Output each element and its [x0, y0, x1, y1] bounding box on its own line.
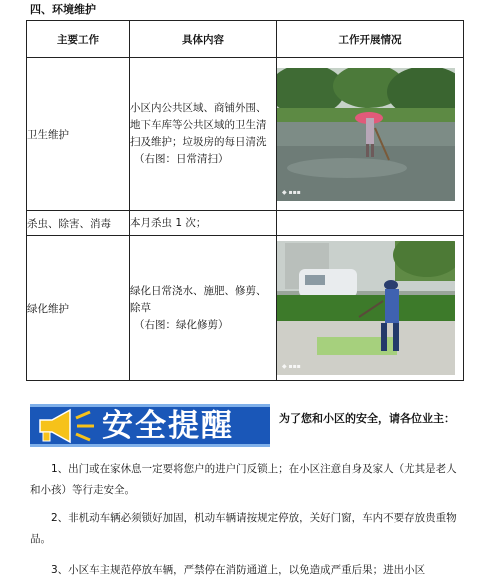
row-content — [130, 58, 277, 211]
photo-watermark-icon: ◆ ▪▪▪ — [282, 188, 301, 196]
safety-intro: 为了您和小区的安全，请各位业主： — [279, 412, 455, 425]
photo-cell — [277, 211, 464, 236]
header-content: 具体内容 — [130, 21, 277, 58]
section-title: 四、环境维护 — [30, 3, 96, 16]
photo-cell — [277, 236, 464, 381]
photo-caption: （右图：日常清扫） — [134, 153, 229, 165]
row-name: 卫生维护 — [27, 58, 130, 211]
table-header-row — [27, 21, 464, 58]
banner-title: 安全提醒 — [102, 408, 234, 444]
photo-cell — [277, 58, 464, 211]
table-row — [27, 58, 464, 211]
content-text: 小区内公共区域、商铺外围、地下车库等公共区域的卫生清扫及维护；垃圾房的每日清洗 — [130, 102, 267, 148]
header-main-work: 主要工作 — [27, 21, 130, 58]
safety-item-3: 3、小区车主规范停放车辆，严禁停在消防通道上，以免造成严重后果；进出小区 — [51, 564, 426, 576]
pruning-photo — [277, 241, 455, 375]
row-content: 本月杀虫 1 次； — [130, 211, 277, 236]
environment-table — [26, 20, 464, 381]
row-name: 绿化维护 — [27, 236, 130, 381]
safety-banner — [30, 404, 270, 447]
header-progress: 工作开展情况 — [277, 21, 464, 58]
cleaning-photo — [277, 68, 455, 201]
safety-item-1: 1、出门或在家休息一定要将您户的进户门反锁上；在小区注意自身及家人（尤其是老人和小孩）等行走安全。 — [30, 463, 457, 496]
row-name: 杀虫、除害、消毒 — [27, 211, 130, 236]
content-text: 绿化日常浇水、施肥、修剪、除草 — [130, 284, 267, 314]
photo-watermark-icon: ◆ ▪▪▪ — [282, 363, 301, 370]
table-row — [27, 211, 464, 236]
safety-item-2: 2、非机动车辆必须锁好加固，机动车辆请按规定停放，关好门窗，车内不要存放贵重物品。 — [30, 512, 457, 545]
row-content — [130, 236, 277, 381]
megaphone-icon — [34, 406, 98, 446]
table-row — [27, 236, 464, 381]
photo-caption: （右图：绿化修剪） — [134, 318, 229, 331]
